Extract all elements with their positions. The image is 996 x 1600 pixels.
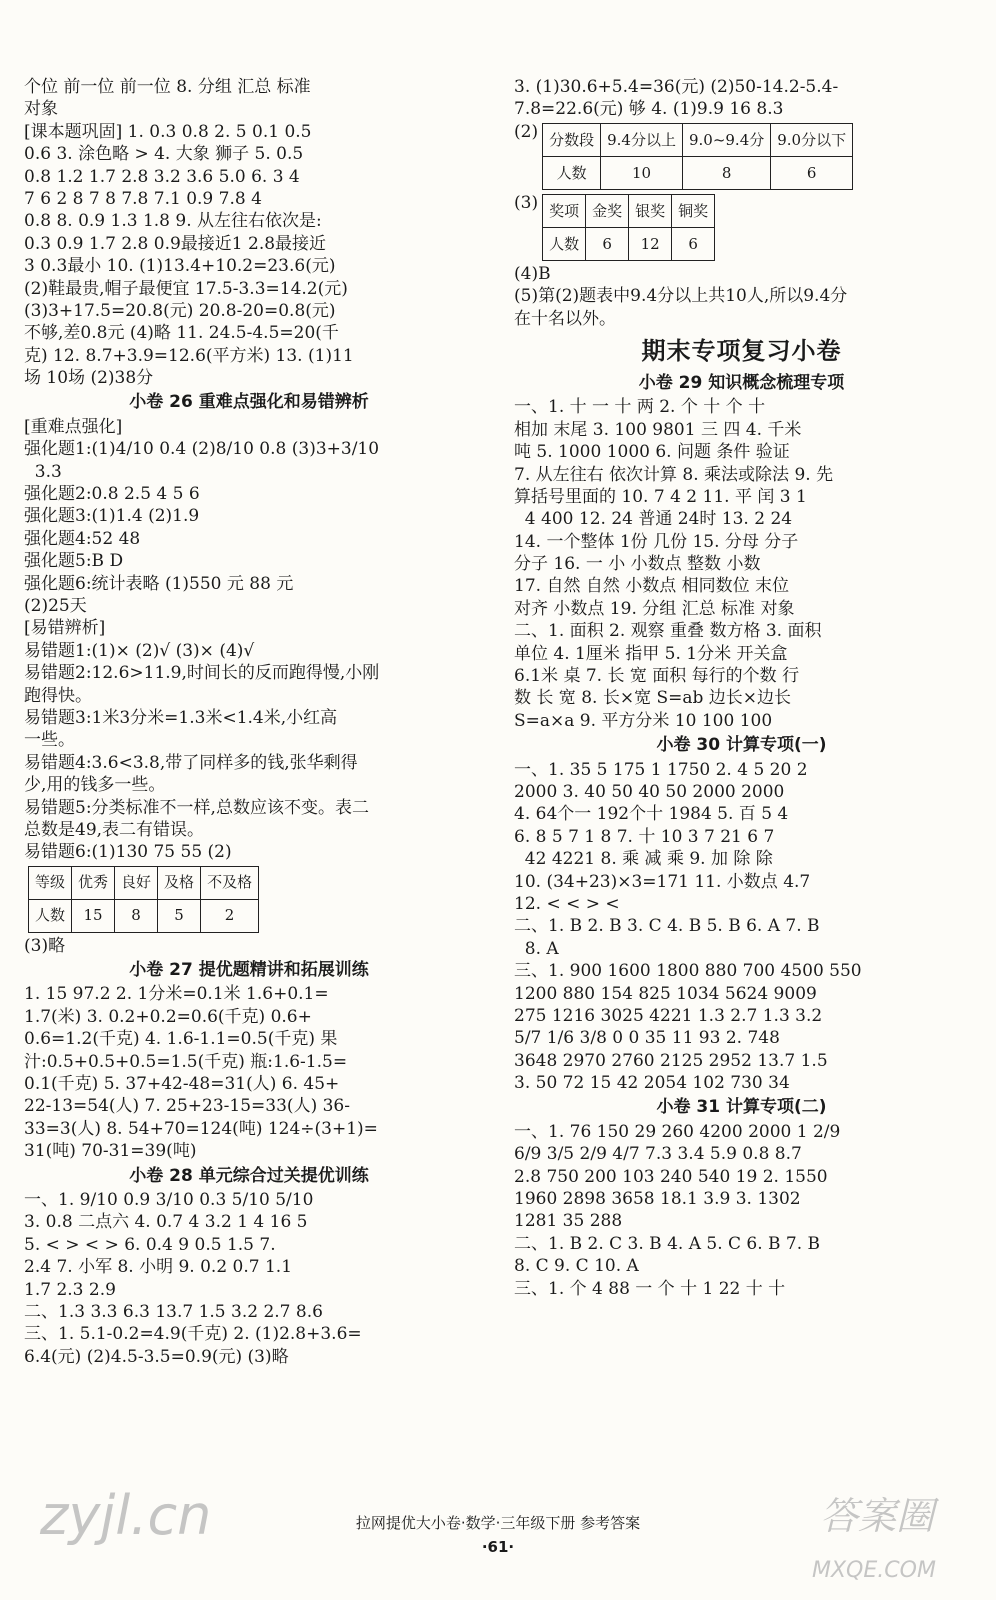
table-cell: 等级 — [29, 866, 72, 899]
answer-line: 算括号里面的 10. 7 4 2 11. 平 闰 3 1 — [514, 486, 807, 507]
answer-line: 6.4(元) (2)4.5-3.5=0.9(元) (3)略 — [24, 1346, 289, 1367]
stats-table — [28, 866, 259, 933]
table-prefix: (2) — [514, 121, 539, 142]
answer-line: 7.8=22.6(元) 够 4. (1)9.9 16 8.3 — [514, 99, 784, 120]
answer-line: 10. (34+23)×3=171 11. 小数点 4.7 — [514, 871, 811, 892]
answer-line: 0.8 8. 0.9 1.3 1.8 9. 从左往右依次是: — [24, 211, 322, 232]
answer-line: 31(吨) 70-31=39(吨) — [24, 1141, 197, 1162]
answer-line: 一、1. 9/10 0.9 3/10 0.3 5/10 5/10 — [24, 1190, 314, 1211]
answer-line: [课本题巩固] 1. 0.3 0.8 2. 5 0.1 0.5 — [24, 121, 312, 142]
section-title: 期末专项复习小卷 — [641, 336, 842, 365]
answer-line: 二、1. B 2. B 3. C 4. B 5. B 6. A 7. B — [514, 916, 820, 937]
table-row — [543, 123, 853, 156]
answer-line: 少,用的钱多一些。 — [24, 775, 166, 796]
answer-line: 7. 从左往右 依次计算 8. 乘法或除法 9. 先 — [514, 464, 834, 485]
table-cell: 9.4分以上 — [601, 123, 683, 156]
footer-book-title: 拉网提优大小卷·数学·三年级下册 参考答案 — [355, 1514, 641, 1532]
answer-table — [514, 121, 969, 192]
right-column — [514, 76, 969, 1300]
answer-line: 3. (1)30.6+5.4=36(元) (2)50-14.2-5.4- — [514, 77, 839, 97]
answer-line: S=a×a 9. 平方分米 10 100 100 — [514, 710, 773, 731]
answer-line: 8. C 9. C 10. A — [514, 1256, 639, 1277]
answer-line: 8. A — [514, 938, 559, 959]
answer-line: 强化题1:(1)4/10 0.4 (2)8/10 0.8 (3)3+3/10 — [24, 439, 380, 460]
table-cell: 优秀 — [72, 866, 115, 899]
answer-line: 6/9 3/5 2/9 4/7 7.3 3.4 5.9 0.8 8.7 — [514, 1144, 802, 1165]
stats-table — [542, 194, 715, 261]
answer-line: 强化题5:B D — [24, 551, 124, 572]
answer-line: 二、1. 面积 2. 观察 重叠 数方格 3. 面积 — [514, 621, 822, 642]
answer-line: 42 4221 8. 乘 减 乘 9. 加 除 除 — [514, 849, 773, 870]
answer-line: 三、1. 900 1600 1800 880 700 4500 550 — [514, 961, 862, 982]
table-prefix: (3) — [514, 192, 539, 213]
answer-line: [重难点强化] — [24, 416, 123, 437]
section-title: 小卷 30 计算专项(一) — [656, 735, 827, 756]
answer-line: 6. 8 5 7 1 8 7. 十 10 3 7 21 6 7 — [514, 826, 775, 847]
answer-line: 275 1216 3025 4221 1.3 2.7 1.3 3.2 — [514, 1005, 823, 1026]
answer-line: 易错题6:(1)130 75 55 (2) — [24, 842, 232, 863]
table-cell: 银奖 — [629, 194, 672, 227]
answer-line: 3 0.3最小 10. (1)13.4+10.2=23.6(元) — [24, 256, 336, 277]
watermark-left: zyjl.cn — [40, 1484, 212, 1547]
answer-line: 3. 0.8 二点六 4. 0.7 4 3.2 1 4 16 5 — [24, 1212, 308, 1233]
answer-line: 二、1. B 2. C 3. B 4. A 5. C 6. B 7. B — [514, 1233, 821, 1254]
section-title: 小卷 31 计算专项(二) — [656, 1097, 827, 1118]
section-title: 小卷 28 单元综合过关提优训练 — [129, 1165, 369, 1186]
answer-line: 易错题4:3.6<3.8,带了同样多的钱,张华剩得 — [24, 752, 358, 773]
answer-line: 14. 一个整体 1份 几份 15. 分母 分子 — [514, 531, 799, 552]
answer-line: 一、1. 十 一 十 两 2. 个 十 个 十 — [514, 397, 766, 418]
answer-line: 不够,差0.8元 (4)略 11. 24.5-4.5=20(千 — [24, 323, 339, 344]
table-cell: 人数 — [543, 227, 586, 260]
answer-line: 3. 50 72 15 42 2054 102 730 34 — [514, 1073, 790, 1094]
answer-line: 分子 16. 一 小 小数点 整数 小数 — [514, 554, 761, 575]
answer-line: 汁:0.5+0.5+0.5=1.5(千克) 瓶:1.6-1.5= — [24, 1051, 348, 1072]
answer-line: 2000 3. 40 50 40 50 2000 2000 — [514, 782, 785, 803]
section-title: 小卷 27 提优题精讲和拓展训练 — [129, 960, 369, 981]
answer-line: 0.3 0.9 1.7 2.8 0.9最接近1 2.8最接近 — [24, 233, 327, 254]
answer-line: (2)鞋最贵,帽子最便宜 17.5-3.3=14.2(元) — [24, 278, 348, 299]
table-row — [543, 194, 715, 227]
section-title: 小卷 29 知识概念梳理专项 — [638, 372, 845, 393]
table-row — [29, 866, 259, 899]
left-column — [24, 76, 474, 1368]
table-cell: 及格 — [158, 866, 201, 899]
answer-line: 在十名以外。 — [514, 308, 616, 329]
answer-line: (4)B — [514, 263, 551, 284]
answer-table — [24, 864, 474, 935]
answer-line: 4. 64个一 192个十 1984 5. 百 5 4 — [514, 804, 789, 825]
watermark-right-url: MXQE.COM — [812, 1558, 936, 1583]
table-cell: 12 — [629, 227, 672, 260]
table-cell: 铜奖 — [672, 194, 715, 227]
answer-line: 一、1. 76 150 29 260 4200 2000 1 2/9 — [514, 1121, 841, 1142]
answer-line: 对齐 小数点 19. 分组 汇总 标准 对象 — [514, 598, 795, 619]
answer-line: 单位 4. 1厘米 指甲 5. 1分米 开关盒 — [514, 643, 788, 664]
answer-line: 6.1米 桌 7. 长 宽 面积 每行的个数 行 — [514, 666, 800, 687]
table-cell: 不及格 — [201, 866, 259, 899]
answer-line: 强化题2:0.8 2.5 4 5 6 — [24, 484, 200, 505]
answer-line: 强化题3:(1)1.4 (2)1.9 — [24, 506, 200, 527]
table-cell: 5 — [158, 899, 201, 932]
answer-line: 5/7 1/6 3/8 0 0 35 11 93 2. 748 — [514, 1028, 780, 1049]
table-cell: 人数 — [29, 899, 72, 932]
answer-line: 1281 35 288 — [514, 1211, 623, 1232]
answer-line: 1960 2898 3658 18.1 3.9 3. 1302 — [514, 1189, 801, 1210]
answer-table — [514, 192, 969, 263]
answer-line: 易错题5:分类标准不一样,总数应该不变。表二 — [24, 797, 369, 818]
table-row — [29, 899, 259, 932]
answer-line: 强化题4:52 48 — [24, 528, 141, 549]
answer-line: 三、1. 5.1-0.2=4.9(千克) 2. (1)2.8+3.6= — [24, 1324, 362, 1345]
watermark-right: 答案圈 — [820, 1494, 935, 1538]
answer-line: (2)25天 — [24, 596, 87, 616]
answer-line: 相加 末尾 3. 100 9801 三 四 4. 千米 — [514, 419, 802, 440]
answer-line: (5)第(2)题表中9.4分以上共10人,所以9.4分 — [514, 286, 848, 307]
table-cell: 金奖 — [586, 194, 629, 227]
page-number: ·61· — [481, 1538, 515, 1557]
answer-line: 0.6 3. 涂色略 > 4. 大象 狮子 5. 0.5 — [24, 144, 304, 165]
answer-line: 2.4 7. 小军 8. 小明 9. 0.2 0.7 1.1 — [24, 1257, 293, 1278]
answer-line: 5. < > < > 6. 0.4 9 0.5 1.5 7. — [24, 1234, 276, 1255]
answer-line: 吨 5. 1000 1000 6. 问题 条件 验证 — [514, 442, 790, 463]
answer-line: 3.3 — [24, 461, 62, 482]
table-cell: 人数 — [543, 156, 601, 189]
answer-line: 场 10场 (2)38分 — [24, 368, 154, 389]
table-row — [543, 227, 715, 260]
table-cell: 2 — [201, 899, 259, 932]
answer-line: 克) 12. 8.7+3.9=12.6(平方米) 13. (1)11 — [24, 345, 354, 366]
answer-line: 一、1. 35 5 175 1 1750 2. 4 5 20 2 — [514, 759, 808, 780]
stats-table — [542, 123, 853, 190]
table-row — [543, 156, 853, 189]
answer-line: 三、1. 个 4 88 一 个 十 1 22 十 十 — [514, 1278, 786, 1299]
answer-line: 1.7 2.3 2.9 — [24, 1279, 116, 1300]
answer-line: 易错题3:1米3分米=1.3米<1.4米,小红高 — [24, 707, 338, 728]
answer-line: 数 长 宽 8. 长×宽 S=ab 边长×边长 — [514, 688, 792, 709]
answer-line: 1200 880 154 825 1034 5624 9009 — [514, 983, 817, 1004]
answer-line: 33=3(人) 8. 54+70=124(吨) 124÷(3+1)= — [24, 1118, 378, 1139]
table-cell: 6 — [771, 156, 853, 189]
table-cell: 10 — [601, 156, 683, 189]
table-cell: 9.0~9.4分 — [682, 123, 770, 156]
answer-line: 0.8 1.2 1.7 2.8 3.2 3.6 5.0 6. 3 4 — [24, 166, 300, 187]
answer-line: 强化题6:统计表略 (1)550 元 88 元 — [24, 573, 294, 594]
answer-line: 0.6=1.2(千克) 4. 1.6-1.1=0.5(千克) 果 — [24, 1029, 338, 1050]
answer-line: 4 400 12. 24 普通 24时 13. 2 24 — [514, 509, 793, 530]
table-cell: 15 — [72, 899, 115, 932]
answer-line: 7 6 2 8 7 8 7.8 7.1 0.9 7.8 4 — [24, 188, 262, 209]
table-cell: 9.0分以下 — [771, 123, 853, 156]
answer-line: 总数是49,表二有错误。 — [24, 819, 205, 840]
answer-line: 0.1(千克) 5. 37+42-48=31(人) 6. 45+ — [24, 1074, 340, 1095]
answer-line: 1. 15 97.2 2. 1分米=0.1米 1.6+0.1= — [24, 984, 329, 1005]
section-title: 小卷 26 重难点强化和易错辨析 — [129, 392, 369, 413]
answer-line: 个位 前一位 前一位 8. 分组 汇总 标准 — [24, 77, 311, 97]
answer-line: 2.8 750 200 103 240 540 19 2. 1550 — [514, 1166, 828, 1187]
table-cell: 8 — [682, 156, 770, 189]
answer-line: [易错辨析] — [24, 618, 106, 639]
answer-line: 17. 自然 自然 小数点 相同数位 末位 — [514, 576, 790, 597]
table-cell: 6 — [586, 227, 629, 260]
answer-line: 易错题2:12.6>11.9,时间长的反而跑得慢,小刚 — [24, 663, 380, 684]
table-cell: 8 — [115, 899, 158, 932]
answer-line: 跑得快。 — [24, 685, 92, 706]
answer-line: (3)略 — [24, 935, 66, 956]
answer-line: 1.7(米) 3. 0.2+0.2=0.6(千克) 0.6+ — [24, 1006, 312, 1027]
table-cell: 分数段 — [543, 123, 601, 156]
answer-line: 二、1.3 3.3 6.3 13.7 1.5 3.2 2.7 8.6 — [24, 1301, 323, 1322]
table-cell: 6 — [672, 227, 715, 260]
answer-line: 12. < < > < — [514, 893, 620, 914]
answer-line: 易错题1:(1)× (2)√ (3)× (4)√ — [24, 640, 255, 661]
answer-line: 22-13=54(人) 7. 25+23-15=33(人) 36- — [24, 1096, 350, 1117]
answer-line: 3648 2970 2760 2125 2952 13.7 1.5 — [514, 1050, 828, 1071]
answer-line: (3)3+17.5=20.8(元) 20.8-20=0.8(元) — [24, 300, 336, 321]
table-cell: 奖项 — [543, 194, 586, 227]
table-cell: 良好 — [115, 866, 158, 899]
answer-line: 一些。 — [24, 730, 75, 751]
answer-line: 对象 — [24, 99, 58, 120]
